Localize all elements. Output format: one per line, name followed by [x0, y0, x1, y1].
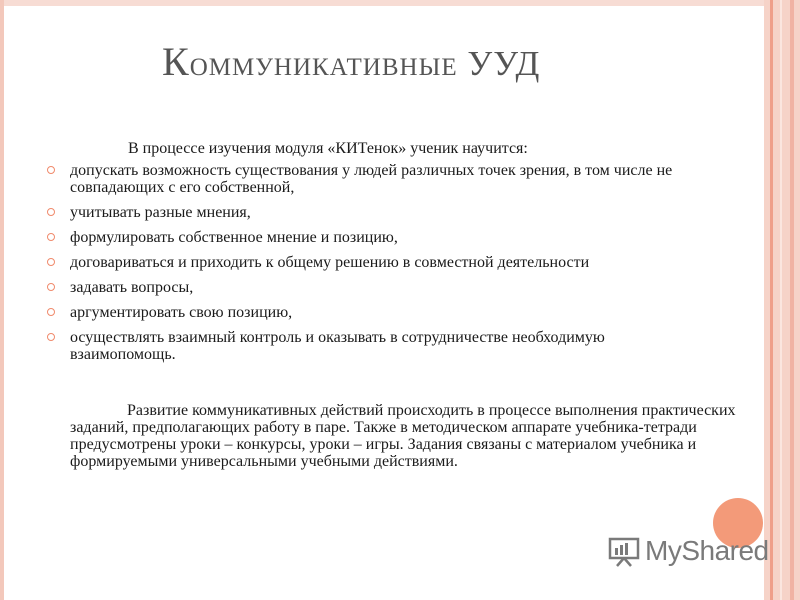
list-item-text: формулировать собственное мнение и позицию, [70, 229, 398, 246]
list-item [47, 229, 687, 246]
bullet-icon [47, 258, 55, 266]
list-item-text: допускать возможность существования у людей различных точек зрения, в том числе не совпадающих с его собственной, [70, 162, 673, 196]
frame-right-stripe [770, 0, 773, 600]
list-item [47, 162, 687, 196]
logo-text: MyShared [645, 535, 769, 566]
slide-title: Коммуникативные УУД [162, 39, 541, 84]
bullet-list [47, 162, 687, 371]
list-item-text: договариваться и приходить к общему решению в совместной деятельности [70, 254, 590, 271]
frame-right-stripe [790, 0, 794, 600]
bullet-icon [47, 233, 55, 241]
bullet-icon [47, 333, 55, 341]
list-item-text: аргументировать свою позицию, [70, 304, 293, 321]
bullet-icon [47, 208, 55, 216]
frame-left-border [0, 0, 4, 600]
presentation-board-icon [607, 534, 641, 568]
myshared-logo[interactable] [607, 534, 769, 568]
list-item [47, 304, 687, 321]
body-paragraph: Развитие коммуникативных действий происходить в процессе выполнения практических заданий, предполагающих работу в паре. Также в методическом аппарате учебника-тетради предусмотрены уроки – конкурсы, уроки – игры. Задания связаны с материалом учебника и формируемыми универсальными учебными действиями. [70, 402, 736, 470]
frame-top-border [0, 0, 800, 6]
list-item-text: задавать вопросы, [70, 279, 194, 296]
list-item [47, 254, 687, 271]
list-item-text: учитывать разные мнения, [70, 204, 251, 221]
list-item [47, 204, 687, 221]
bullet-icon [47, 166, 55, 174]
slide-title-rest: оммуникативные УУД [189, 44, 541, 83]
bullet-icon [47, 283, 55, 291]
intro-text: В процессе изучения модуля «КИТенок» ученик научится: [128, 140, 528, 157]
list-item [47, 329, 687, 363]
list-item [47, 279, 687, 296]
frame-right-stripe [780, 0, 782, 600]
list-item-text: осуществлять взаимный контроль и оказывать в сотрудничестве необходимую взаимопомощь. [70, 329, 605, 363]
bullet-icon [47, 308, 55, 316]
